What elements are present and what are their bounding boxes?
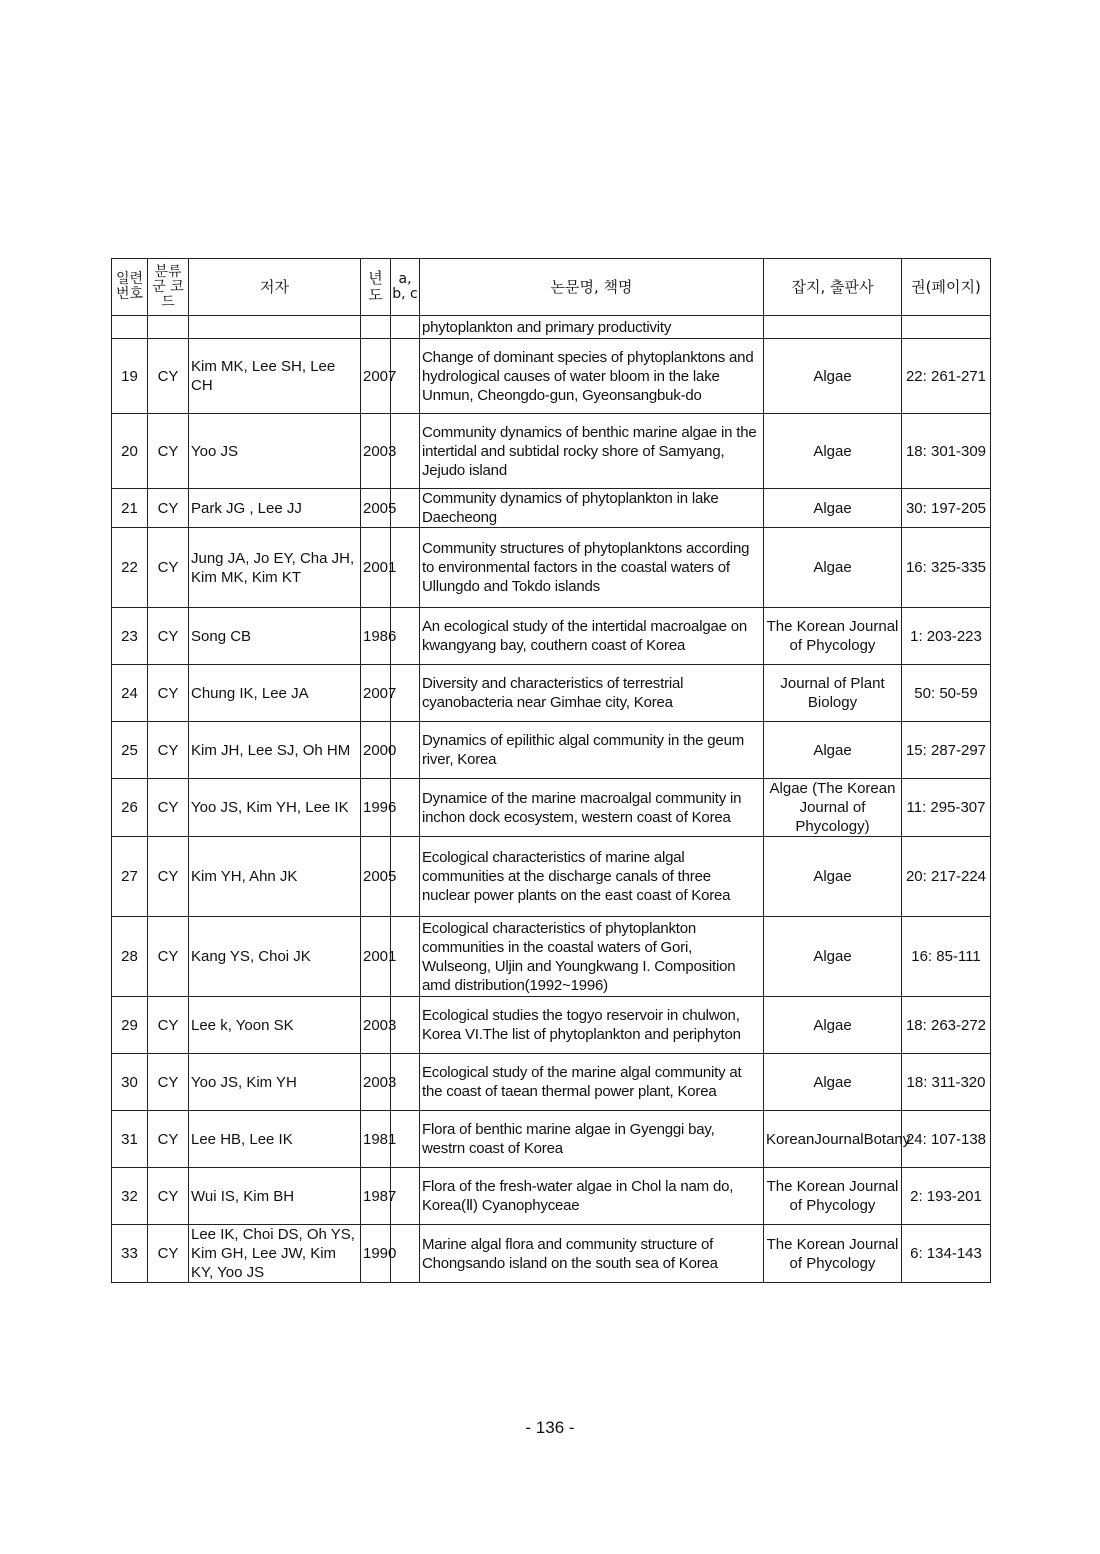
cell-year: 1981 [361, 1111, 391, 1168]
table-row [112, 339, 991, 414]
cell-title: phytoplankton and primary productivity [420, 316, 764, 339]
cell-title: Flora of benthic marine algae in Gyenggi bay, westrn coast of Korea [420, 1111, 764, 1168]
cell-num: 32 [112, 1168, 148, 1225]
cell-journal: Algae (The Korean Journal of Phycology) [764, 779, 902, 837]
cell-code: CY [148, 917, 189, 997]
page-number: - 136 - [525, 1418, 575, 1437]
cell-journal: The Korean Journal of Phycology [764, 1225, 902, 1283]
cell-num: 23 [112, 608, 148, 665]
cell-year: 2007 [361, 665, 391, 722]
cell-year [361, 316, 391, 339]
cell-author: Yoo JS, Kim YH [189, 1054, 361, 1111]
header-author: 저자 [189, 259, 361, 316]
cell-author: Lee k, Yoon SK [189, 997, 361, 1054]
cell-pages: 20: 217-224 [902, 837, 991, 917]
table-row [112, 779, 991, 837]
cell-title: Diversity and characteristics of terrestrial cyanobacteria near Gimhae city, Korea [420, 665, 764, 722]
cell-num: 30 [112, 1054, 148, 1111]
cell-num: 19 [112, 339, 148, 414]
cell-pages: 16: 325-335 [902, 528, 991, 608]
cell-title: Dynamics of epilithic algal community in the geum river, Korea [420, 722, 764, 779]
cell-pages: 18: 311-320 [902, 1054, 991, 1111]
cell-abc [391, 316, 420, 339]
table-row [112, 1168, 991, 1225]
cell-title: Change of dominant species of phytoplanktons and hydrological causes of water bloom in the lake Unmun, Cheongdo-gun, Gyeonsangbuk-do [420, 339, 764, 414]
cell-num: 28 [112, 917, 148, 997]
cell-title: Dynamice of the marine macroalgal community in inchon dock ecosystem, western coast of Korea [420, 779, 764, 837]
table-row [112, 1225, 991, 1283]
cell-num [112, 316, 148, 339]
cell-author: Wui IS, Kim BH [189, 1168, 361, 1225]
cell-pages [902, 316, 991, 339]
header-num: 일련 번호 [112, 259, 148, 316]
table-header [112, 259, 991, 316]
cell-title: Ecological characteristics of phytoplankton communities in the coastal waters of Gori, Wulseong, Uljin and Youngkwang I. Composition amd distribution(1992~1996) [420, 917, 764, 997]
cell-pages: 2: 193-201 [902, 1168, 991, 1225]
cell-journal: Algae [764, 414, 902, 489]
table-row [112, 722, 991, 779]
cell-code: CY [148, 414, 189, 489]
header-title: 논문명, 책명 [420, 259, 764, 316]
cell-pages: 1: 203-223 [902, 608, 991, 665]
cell-author: Chung IK, Lee JA [189, 665, 361, 722]
cell-journal: The Korean Journal of Phycology [764, 1168, 902, 1225]
header-row [112, 259, 991, 316]
cell-journal: Algae [764, 1054, 902, 1111]
cell-author: Kim JH, Lee SJ, Oh HM [189, 722, 361, 779]
cell-journal: The Korean Journal of Phycology [764, 608, 902, 665]
cell-num: 25 [112, 722, 148, 779]
table-row [112, 414, 991, 489]
table-row [112, 489, 991, 528]
cell-year: 2005 [361, 489, 391, 528]
header-pages: 권(페이지) [902, 259, 991, 316]
cell-num: 29 [112, 997, 148, 1054]
table-row [112, 917, 991, 997]
cell-author: Yoo JS, Kim YH, Lee IK [189, 779, 361, 837]
cell-year: 1996 [361, 779, 391, 837]
cell-author: Lee IK, Choi DS, Oh YS, Kim GH, Lee JW, Kim KY, Yoo JS [189, 1225, 361, 1283]
cell-year: 2000 [361, 722, 391, 779]
cell-code: CY [148, 489, 189, 528]
cell-code: CY [148, 1168, 189, 1225]
cell-year: 2003 [361, 1054, 391, 1111]
cell-author: Kim MK, Lee SH, Lee CH [189, 339, 361, 414]
cell-year: 2003 [361, 997, 391, 1054]
cell-year: 2001 [361, 528, 391, 608]
cell-journal: Algae [764, 489, 902, 528]
cell-journal: Algae [764, 339, 902, 414]
cell-author: Jung JA, Jo EY, Cha JH, Kim MK, Kim KT [189, 528, 361, 608]
cell-author: Song CB [189, 608, 361, 665]
cell-code: CY [148, 339, 189, 414]
header-journal: 잡지, 출판사 [764, 259, 902, 316]
header-abc: a, b, c [391, 259, 420, 316]
cell-year: 1987 [361, 1168, 391, 1225]
cell-journal: KoreanJournalBotany [764, 1111, 902, 1168]
cell-pages: 22: 261-271 [902, 339, 991, 414]
table-row [112, 608, 991, 665]
cell-title: An ecological study of the intertidal macroalgae on kwangyang bay, couthern coast of Korea [420, 608, 764, 665]
cell-title: Community structures of phytoplanktons according to environmental factors in the coastal waters of Ullungdo and Tokdo islands [420, 528, 764, 608]
cell-num: 33 [112, 1225, 148, 1283]
cell-code: CY [148, 997, 189, 1054]
cell-journal [764, 316, 902, 339]
reference-table [111, 258, 991, 1283]
cell-year: 2003 [361, 414, 391, 489]
cell-author: Kim YH, Ahn JK [189, 837, 361, 917]
cell-year: 1986 [361, 608, 391, 665]
cell-code: CY [148, 779, 189, 837]
table-row [112, 837, 991, 917]
cell-author: Yoo JS [189, 414, 361, 489]
cell-year: 2007 [361, 339, 391, 414]
cell-code [148, 316, 189, 339]
cell-title: Marine algal flora and community structure of Chongsando island on the south sea of Korea [420, 1225, 764, 1283]
cell-journal: Algae [764, 528, 902, 608]
cell-pages: 18: 263-272 [902, 997, 991, 1054]
cell-num: 26 [112, 779, 148, 837]
cell-journal: Algae [764, 722, 902, 779]
cell-code: CY [148, 528, 189, 608]
cell-year: 1990 [361, 1225, 391, 1283]
cell-title: Flora of the fresh-water algae in Chol la nam do, Korea(Ⅱ) Cyanophyceae [420, 1168, 764, 1225]
cell-code: CY [148, 1225, 189, 1283]
cell-year: 2005 [361, 837, 391, 917]
cell-pages: 50: 50-59 [902, 665, 991, 722]
header-year: 년도 [361, 259, 391, 316]
cell-year: 2001 [361, 917, 391, 997]
cell-code: CY [148, 665, 189, 722]
cell-pages: 16: 85-111 [902, 917, 991, 997]
cell-journal: Algae [764, 917, 902, 997]
table-row [112, 665, 991, 722]
cell-pages: 11: 295-307 [902, 779, 991, 837]
table-row [112, 997, 991, 1054]
cell-code: CY [148, 837, 189, 917]
cell-num: 22 [112, 528, 148, 608]
cell-pages: 24: 107-138 [902, 1111, 991, 1168]
cell-title: Ecological studies the togyo reservoir in chulwon, Korea VI.The list of phytoplankton and periphyton [420, 997, 764, 1054]
cell-pages: 15: 287-297 [902, 722, 991, 779]
table-row [112, 528, 991, 608]
cell-pages: 18: 301-309 [902, 414, 991, 489]
cell-code: CY [148, 1111, 189, 1168]
cell-journal: Journal of Plant Biology [764, 665, 902, 722]
cell-code: CY [148, 722, 189, 779]
cell-journal: Algae [764, 837, 902, 917]
table-row [112, 316, 991, 339]
cell-title: Ecological study of the marine algal community at the coast of taean thermal power plant, Korea [420, 1054, 764, 1111]
table-row [112, 1054, 991, 1111]
cell-code: CY [148, 1054, 189, 1111]
cell-num: 24 [112, 665, 148, 722]
table-row [112, 1111, 991, 1168]
cell-author [189, 316, 361, 339]
cell-title: Community dynamics of benthic marine algae in the intertidal and subtidal rocky shore of Samyang, Jejudo island [420, 414, 764, 489]
cell-num: 31 [112, 1111, 148, 1168]
cell-title: Community dynamics of phytoplankton in lake Daecheong [420, 489, 764, 528]
header-code: 분류군 코드 [148, 259, 189, 316]
cell-pages: 6: 134-143 [902, 1225, 991, 1283]
cell-num: 20 [112, 414, 148, 489]
cell-author: Kang YS, Choi JK [189, 917, 361, 997]
cell-journal: Algae [764, 997, 902, 1054]
cell-code: CY [148, 608, 189, 665]
cell-pages: 30: 197-205 [902, 489, 991, 528]
cell-author: Park JG , Lee JJ [189, 489, 361, 528]
cell-author: Lee HB, Lee IK [189, 1111, 361, 1168]
cell-num: 21 [112, 489, 148, 528]
table-body [112, 316, 991, 1283]
cell-num: 27 [112, 837, 148, 917]
cell-title: Ecological characteristics of marine algal communities at the discharge canals of three nuclear power plants on the east coast of Korea [420, 837, 764, 917]
